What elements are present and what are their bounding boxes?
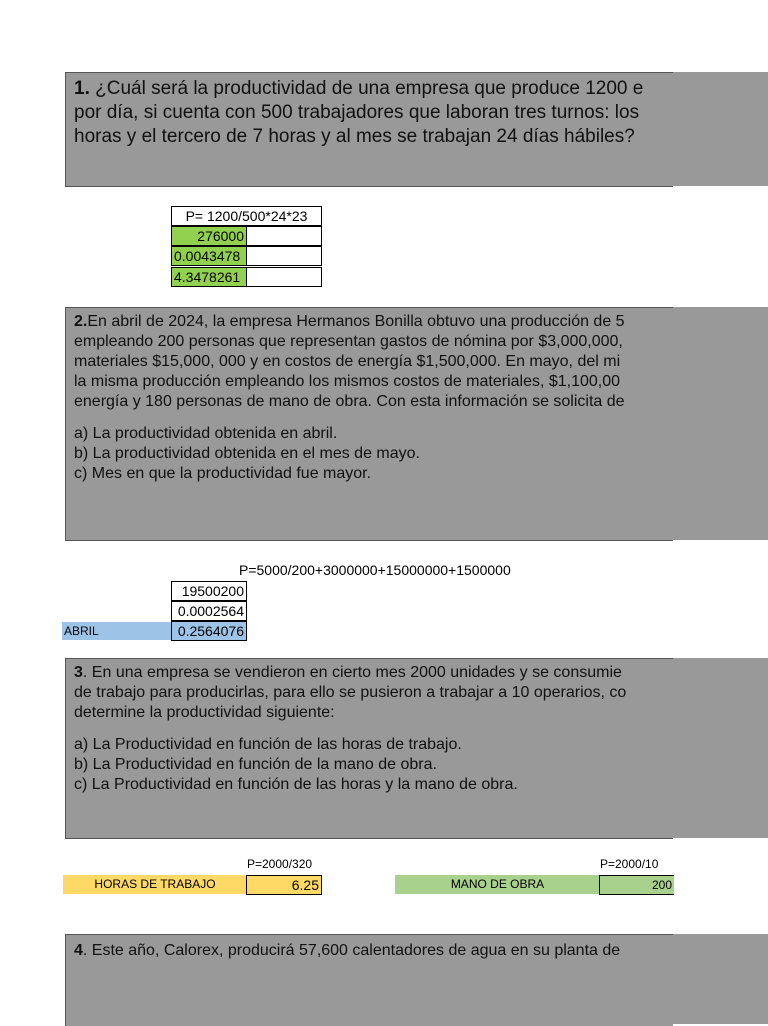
question-2-box-overflow <box>673 307 768 540</box>
q3-mano-formula: P=2000/10 <box>600 857 659 871</box>
q1-empty-cell[interactable] <box>246 246 322 266</box>
question-2-text <box>74 312 625 484</box>
q3-horas-label: HORAS DE TRABAJO <box>63 875 247 894</box>
question-3-line: determine la productividad siguiente: <box>74 704 335 721</box>
question-3-item: c) La Productividad en función de las horas y la mano de obra. <box>74 776 518 793</box>
question-2-line: empleando 200 personas que representan gastos de nómina por $3,000,000, <box>74 333 623 350</box>
question-3-text <box>74 663 626 795</box>
question-1-line: horas y el tercero de 7 horas y al mes se trabajan 24 días hábiles? <box>74 126 635 147</box>
q1-result-cell[interactable]: 276000 <box>171 226 247 246</box>
q2-result-cell[interactable]: 0.0002564 <box>171 601 247 621</box>
question-2-line: 2.En abril de 2024, la empresa Hermanos Bonilla obtuvo una producción de 5 <box>74 313 625 330</box>
q1-formula-cell[interactable]: P= 1200/500*24*23 <box>171 206 322 226</box>
q3-horas-formula: P=2000/320 <box>247 857 313 871</box>
question-4-box-overflow <box>673 934 768 1024</box>
question-2-line: la misma producción empleando los mismos costos de materiales, $1,100,00 <box>74 373 621 390</box>
question-1-box-overflow <box>673 72 768 186</box>
question-4-line: 4. Este año, Calorex, producirá 57,600 calentadores de agua en su planta de <box>74 942 621 959</box>
q2-result-cell-abril[interactable]: 0.2564076 <box>171 621 247 641</box>
question-1-line: 1. ¿Cuál será la productividad de una empresa que produce 1200 e <box>74 78 644 99</box>
q1-empty-cell[interactable] <box>246 267 322 287</box>
q3-horas-value-cell[interactable]: 6.25 <box>246 875 322 895</box>
q3-mano-value-cell[interactable]: 200 <box>599 875 674 895</box>
question-3-line: de trabajo para producirlas, para ello se pusieron a trabajar a 10 operarios, co <box>74 684 627 701</box>
question-3-box-overflow <box>673 658 768 838</box>
question-2-item: a) La productividad obtenida en abril. <box>74 425 338 442</box>
question-2-line: energía y 180 personas de mano de obra. Con esta información se solicita de <box>74 393 625 410</box>
question-1-box <box>65 72 673 187</box>
q1-result-cell[interactable]: 0.0043478 <box>171 246 247 266</box>
q2-result-cell[interactable]: 19500200 <box>171 581 247 601</box>
question-4-text <box>74 941 620 961</box>
question-2-line: materiales $15,000, 000 y en costos de energía $1,500,000. En mayo, del mi <box>74 353 621 370</box>
q2-formula-text: P=5000/200+3000000+15000000+1500000 <box>239 562 511 578</box>
question-2-box <box>65 307 673 541</box>
q3-mano-label: MANO DE OBRA <box>395 875 600 894</box>
q1-empty-cell[interactable] <box>246 226 322 246</box>
question-3-line: 3. En una empresa se vendieron en cierto mes 2000 unidades y se consumie <box>74 664 622 681</box>
question-1-line: por día, si cuenta con 500 trabajadores que laboran tres turnos: los <box>74 102 640 123</box>
question-4-box <box>65 934 673 1026</box>
question-3-box <box>65 658 673 839</box>
q2-abril-label: ABRIL <box>62 622 172 640</box>
question-2-item: b) La productividad obtenida en el mes de mayo. <box>74 445 420 462</box>
question-3-item: a) La Productividad en función de las horas de trabajo. <box>74 736 462 753</box>
q1-result-cell[interactable]: 4.3478261 <box>171 267 247 287</box>
question-2-item: c) Mes en que la productividad fue mayor. <box>74 465 372 482</box>
question-1-text <box>74 77 643 149</box>
question-3-item: b) La Productividad en función de la mano de obra. <box>74 756 437 773</box>
